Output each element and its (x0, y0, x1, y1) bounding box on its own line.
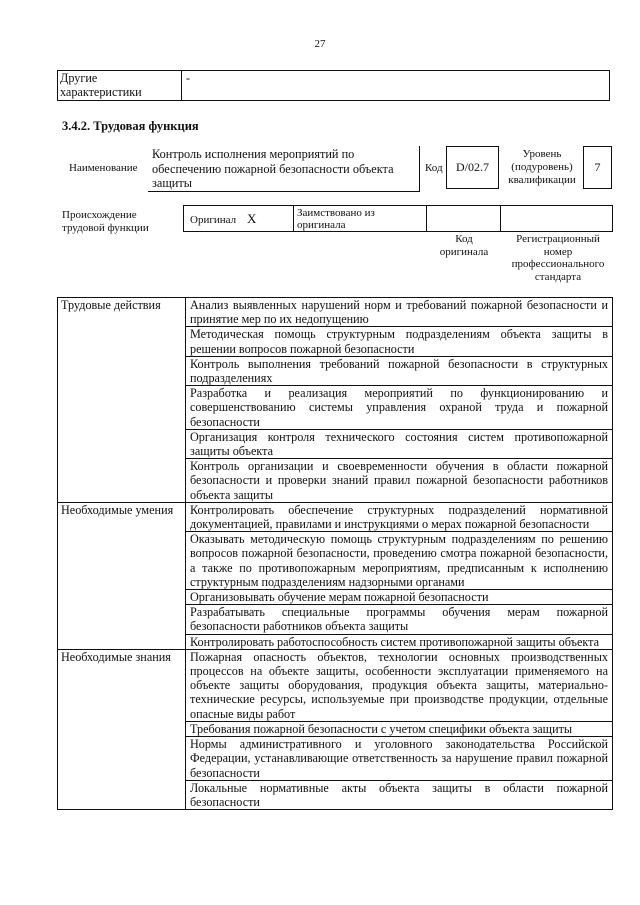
section-label-labor-actions: Трудовые действия (58, 298, 186, 503)
table-row (58, 502, 613, 531)
table-cell: Контролировать работоспособность систем противопожарной защиты объекта (186, 634, 613, 649)
section-heading: 3.4.2. Трудовая функция (62, 119, 199, 133)
table-cell: Локальные нормативные акты объекта защиты в области пожарной безопасности (186, 780, 613, 809)
table-cell: Разрабатывать специальные программы обучения мерам пожарной безопасности работников объекта защиты (186, 605, 613, 634)
code-value: D/02.7 (446, 146, 499, 189)
table-cell: Контроль организации и своевременности обучения в области пожарной безопасности и проверки знаний правил пожарной безопасности работников объекта защиты (186, 459, 613, 503)
origin-divider-1 (293, 205, 294, 232)
origin-divider-3 (500, 205, 501, 232)
labor-function-table (57, 297, 613, 810)
original-mark: X (247, 211, 257, 226)
table-row (58, 298, 613, 327)
table-cell: Методическая помощь структурным подразделениям объекта защиты в решении вопросов пожарной безопасности (186, 327, 613, 356)
table-cell: Анализ выявленных нарушений норм и требований пожарной безопасности и принятие мер по их недопущению (186, 298, 613, 327)
borrowed-label: Заимствовано из оригинала (297, 207, 375, 231)
original-code-label: Код оригинала (439, 233, 489, 258)
page-number: 27 (314, 38, 326, 50)
table-cell: Оказывать методическую помощь структурным подразделениям по решению вопросов пожарной безопасности, проведению смотра пожарной безопасности, а также по противопожарным мероприятиям, предписанным к исполнению структурным подразделениям надзорными органами (186, 532, 613, 590)
section-label-knowledge: Необходимые знания (58, 649, 186, 809)
code-label: Код (425, 162, 443, 174)
other-characteristics-table (57, 70, 610, 101)
origin-label: Происхождение трудовой функции (62, 209, 149, 234)
table-cell: Разработка и реализация мероприятий по функционированию и совершенствованию системы управления охраной труда и пожарной безопасности (186, 386, 613, 430)
level-value: 7 (583, 146, 612, 189)
section-label-skills: Необходимые умения (58, 502, 186, 649)
table-row (58, 649, 613, 721)
level-label: Уровень (подуровень) квалификации (508, 148, 576, 186)
original-label: Оригинал (190, 214, 237, 226)
function-name: Контроль исполнения мероприятий по обеспечению пожарной безопасности объекта защиты (148, 146, 420, 192)
registration-number-label: Регистрационный номер профессионального стандарта (511, 233, 605, 283)
table-cell: Пожарная опасность объектов, технологии основных производственных процессов на объекте защиты, особенности эксплуатации применяемого на объекте защиты оборудования, продукция объекта защиты, материально-технические ресурсы, используемые при производстве продукции, отдельные опасные виды работ (186, 649, 613, 721)
other-characteristics-label: Другие характеристики (58, 71, 182, 101)
table-cell: Контроль выполнения требований пожарной безопасности в структурных подразделениях (186, 356, 613, 385)
name-label: Наименование (69, 162, 138, 174)
other-characteristics-value: - (182, 71, 610, 101)
origin-divider-2 (426, 205, 427, 232)
table-cell: Нормы административного и уголовного законодательства Российской Федерации, устанавливающие ответственность за нарушение правил пожарной безопасности (186, 737, 613, 781)
table-cell: Организовывать обучение мерам пожарной безопасности (186, 590, 613, 605)
table-cell: Контролировать обеспечение структурных подразделений нормативной документацией, правилами и инструкциями о мерах пожарной безопасности (186, 502, 613, 531)
table-cell: Требования пожарной безопасности с учетом специфики объекта защиты (186, 721, 613, 736)
table-cell: Организация контроля технического состояния систем противопожарной защиты объекта (186, 429, 613, 458)
